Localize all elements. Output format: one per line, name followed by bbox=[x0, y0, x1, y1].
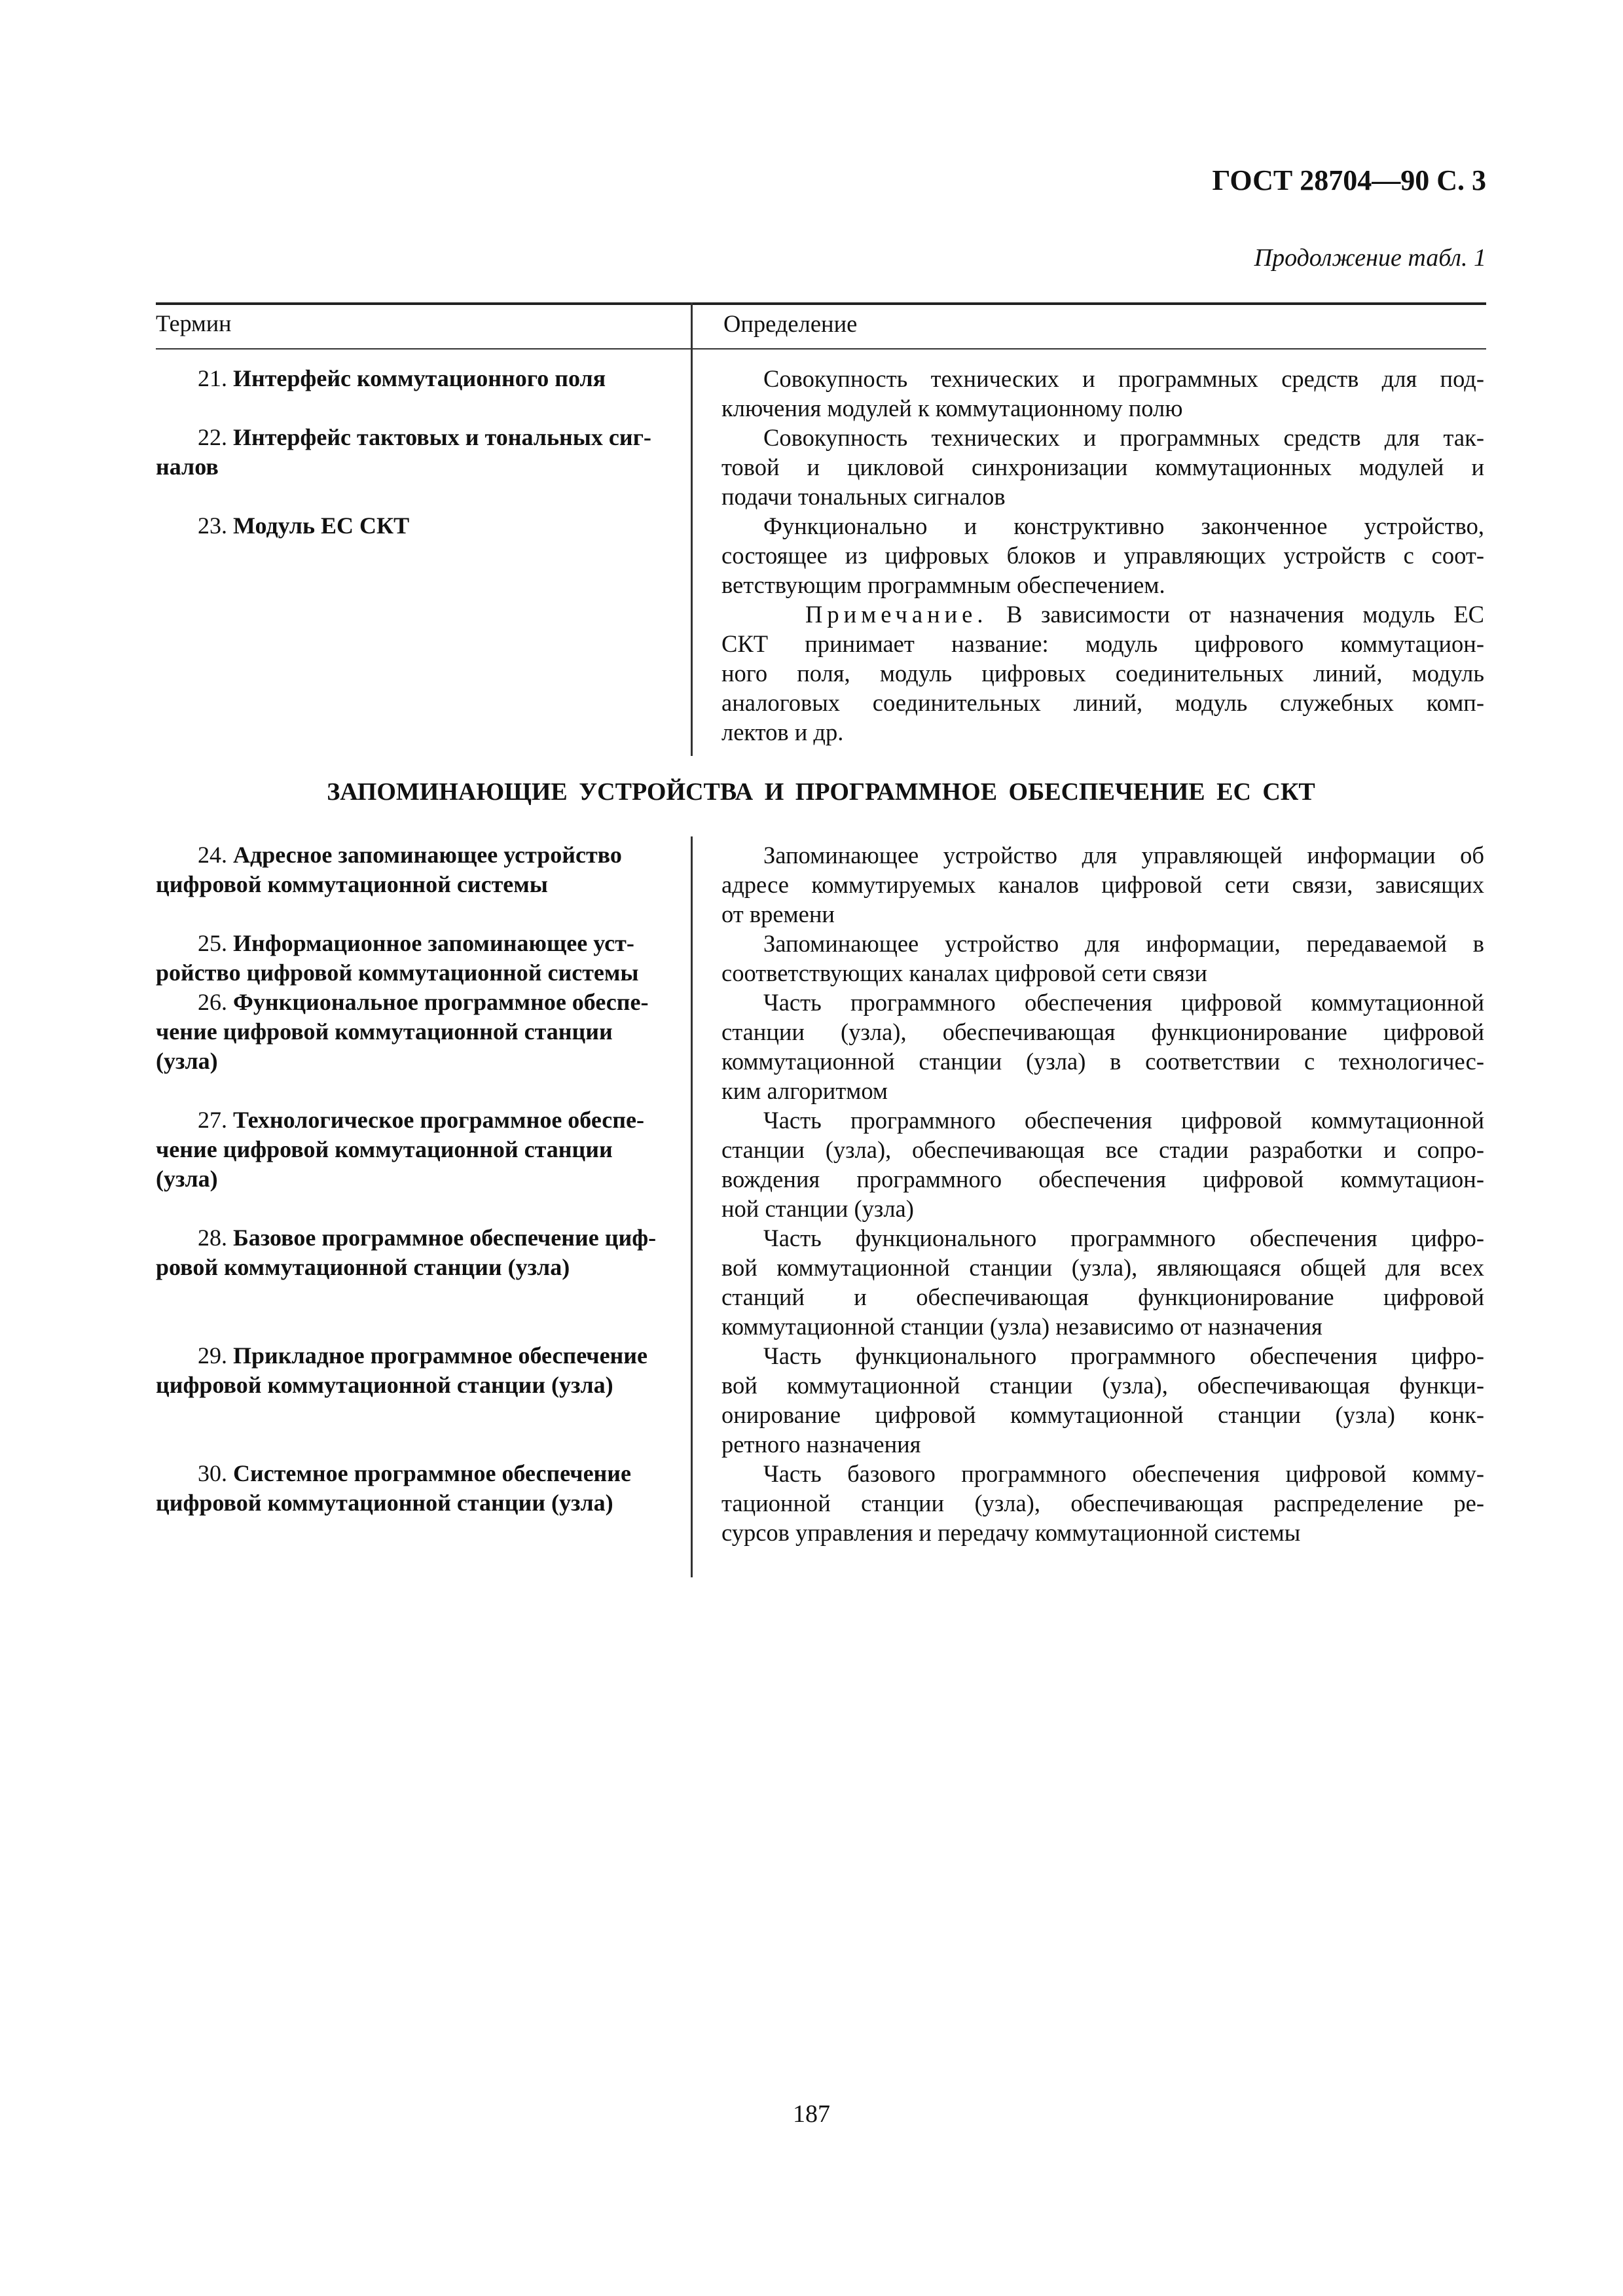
definition-line: Совокупность технических и программных средств для под- bbox=[763, 365, 1484, 392]
term-text-line: Системное программное обеспечение bbox=[233, 1460, 632, 1486]
definition-line: Часть базового программного обеспечения цифровой комму- bbox=[763, 1460, 1484, 1487]
definition-cell bbox=[691, 423, 1484, 511]
term-text-line: (узла) bbox=[156, 1048, 218, 1074]
definition-cell bbox=[691, 1223, 1484, 1341]
definition-line: Запоминающее устройство для информации, передаваемой в bbox=[763, 930, 1484, 957]
term-text-line: цифровой коммутационной станции (узла) bbox=[156, 1490, 613, 1516]
term-cell bbox=[156, 1105, 691, 1223]
term-cell bbox=[156, 1341, 691, 1459]
note-first-line bbox=[721, 600, 1484, 629]
table-header-rule bbox=[156, 348, 1486, 350]
note-line: ного поля, модуль цифровых соединительных линий, модуль bbox=[721, 660, 1484, 687]
table-row bbox=[156, 1105, 1486, 1223]
table-top-rule bbox=[156, 302, 1486, 305]
term-number: 27. bbox=[198, 1107, 233, 1133]
term-number: 21. bbox=[198, 365, 233, 391]
note-line: лектов и др. bbox=[721, 719, 844, 745]
term-text-line: Базовое программное обеспечение циф- bbox=[233, 1225, 657, 1251]
table-row bbox=[156, 364, 1486, 423]
term-number: 29. bbox=[198, 1342, 233, 1369]
definition-cell bbox=[691, 988, 1484, 1105]
definition-cell bbox=[691, 364, 1484, 423]
term-number: 28. bbox=[198, 1225, 233, 1251]
note-line: аналоговых соединительных линий, модуль служебных комп- bbox=[721, 689, 1484, 716]
term-text-line: (узла) bbox=[156, 1166, 218, 1192]
term-number: 24. bbox=[198, 842, 233, 868]
term-cell bbox=[156, 1459, 691, 1547]
definition-line: Часть функционального программного обеспечения цифро- bbox=[763, 1225, 1484, 1251]
term-text-line: цифровой коммутационной станции (узла) bbox=[156, 1372, 613, 1398]
definition-line: вой коммутационной станции (узла), являющаяся общей для всех bbox=[721, 1254, 1484, 1281]
definition-cell bbox=[691, 1341, 1484, 1459]
document-code: ГОСТ 28704—90 С. 3 bbox=[1212, 164, 1486, 196]
definition-line: адресе коммутируемых каналов цифровой сети связи, зависящих bbox=[721, 871, 1484, 898]
term-text-line: ройство цифровой коммутационной системы bbox=[156, 960, 639, 986]
note-text: В зависимости от назначения модуль ЕС bbox=[987, 601, 1484, 628]
term-text-line: цифровой коммутационной системы bbox=[156, 871, 548, 897]
term-text-line: Информационное запоминающее уст- bbox=[233, 930, 634, 956]
table-row bbox=[156, 511, 1486, 747]
definition-line: товой и цикловой синхронизации коммутационных модулей и bbox=[721, 454, 1484, 480]
term-text-line: Технологическое программное обеспе- bbox=[233, 1107, 644, 1133]
table-row bbox=[156, 423, 1486, 511]
definition-cell bbox=[691, 929, 1484, 988]
definition-cell bbox=[691, 1105, 1484, 1223]
definition-line: Часть программного обеспечения цифровой коммутационной bbox=[763, 1107, 1484, 1134]
column-header-term: Термин bbox=[156, 310, 232, 336]
term-cell bbox=[156, 423, 691, 511]
definition-line: онирование цифровой коммутационной станции (узла) конк- bbox=[721, 1401, 1484, 1428]
table-row bbox=[156, 929, 1486, 988]
term-text-line: Интерфейс тактовых и тональных сиг- bbox=[233, 424, 651, 450]
term-cell bbox=[156, 929, 691, 988]
definition-line: Функционально и конструктивно законченное устройство, bbox=[763, 512, 1484, 539]
definition-line: тационной станции (узла), обеспечивающая распределение ре- bbox=[721, 1490, 1484, 1516]
term-number: 22. bbox=[198, 424, 233, 450]
definition-line: ключения модулей к коммутационному полю bbox=[721, 395, 1183, 422]
term-text-line: налов bbox=[156, 454, 219, 480]
term-cell bbox=[156, 840, 691, 929]
term-text-line: Адресное запоминающее устройство bbox=[233, 842, 622, 868]
definition-line: вождения программного обеспечения цифровой коммутацион- bbox=[721, 1166, 1484, 1193]
definition-line: станций и обеспечивающая функционирование цифровой bbox=[721, 1283, 1484, 1310]
definition-line: Часть функционального программного обеспечения цифро- bbox=[763, 1342, 1484, 1369]
definition-line: коммутационной станции (узла) независимо от назначения bbox=[721, 1313, 1322, 1340]
term-number: 30. bbox=[198, 1460, 233, 1486]
column-header-definition: Определение bbox=[723, 310, 858, 337]
definition-line: подачи тональных сигналов bbox=[721, 483, 1006, 510]
term-cell bbox=[156, 988, 691, 1105]
term-cell bbox=[156, 511, 691, 747]
definition-line: ной станции (узла) bbox=[721, 1195, 914, 1222]
term-text-line: чение цифровой коммутационной станции bbox=[156, 1018, 613, 1045]
term-text-line: Функциональное программное обеспе- bbox=[233, 989, 649, 1015]
definition-cell bbox=[691, 511, 1484, 747]
definition-line: станции (узла), обеспечивающая функционирование цифровой bbox=[721, 1018, 1484, 1045]
page-number: 187 bbox=[793, 2100, 830, 2128]
table-row bbox=[156, 1341, 1486, 1459]
definition-line: Часть программного обеспечения цифровой коммутационной bbox=[763, 989, 1484, 1016]
definition-line: станции (узла), обеспечивающая все стадии разработки и сопро- bbox=[721, 1136, 1484, 1163]
term-text-line: чение цифровой коммутационной станции bbox=[156, 1136, 613, 1162]
term-text-line: ровой коммутационной станции (узла) bbox=[156, 1254, 570, 1280]
definition-line: состоящее из цифровых блоков и управляющих устройств с соот- bbox=[721, 542, 1484, 569]
definition-line: ветствующим программным обеспечением. bbox=[721, 571, 1165, 598]
term-text-line: Прикладное программное обеспечение bbox=[233, 1342, 648, 1369]
term-number: 23. bbox=[198, 512, 233, 539]
definition-line: Совокупность технических и программных средств для так- bbox=[763, 424, 1484, 451]
term-number: 25. bbox=[198, 930, 233, 956]
definition-line: ретного назначения bbox=[721, 1431, 921, 1458]
definition-line: ким алгоритмом bbox=[721, 1077, 888, 1104]
term-text-line: Интерфейс коммутационного поля bbox=[233, 365, 606, 391]
table-row bbox=[156, 988, 1486, 1105]
term-number: 26. bbox=[198, 989, 233, 1015]
definition-line: соответствующих каналах цифровой сети связи bbox=[721, 960, 1207, 986]
table-row bbox=[156, 1223, 1486, 1341]
section-title: ЗАПОМИНАЮЩИЕ УСТРОЙСТВА И ПРОГРАММНОЕ ОБЕСПЕЧЕНИЕ ЕС СКТ bbox=[327, 778, 1315, 806]
definition-line: вой коммутационной станции (узла), обеспечивающая функци- bbox=[721, 1372, 1484, 1399]
table-continuation-label: Продолжение табл. 1 bbox=[1254, 244, 1486, 272]
term-cell bbox=[156, 1223, 691, 1341]
term-cell bbox=[156, 364, 691, 423]
term-text-line: Модуль ЕС СКТ bbox=[233, 512, 410, 539]
definition-cell bbox=[691, 840, 1484, 929]
note-line: СКТ принимает название: модуль цифрового коммутацион- bbox=[721, 630, 1484, 657]
definition-line: сурсов управления и передачу коммутационной системы bbox=[721, 1519, 1301, 1546]
definition-line: Запоминающее устройство для управляющей информации об bbox=[763, 842, 1484, 869]
term-table-bottom bbox=[156, 840, 1486, 1547]
definition-cell bbox=[691, 1459, 1484, 1547]
term-table-top bbox=[156, 364, 1486, 747]
definition-line: коммутационной станции (узла) в соответствии с технологичес- bbox=[721, 1048, 1484, 1075]
table-row bbox=[156, 1459, 1486, 1547]
definition-line: от времени bbox=[721, 901, 835, 927]
note-label: Примечание. bbox=[805, 601, 988, 628]
table-row bbox=[156, 840, 1486, 929]
